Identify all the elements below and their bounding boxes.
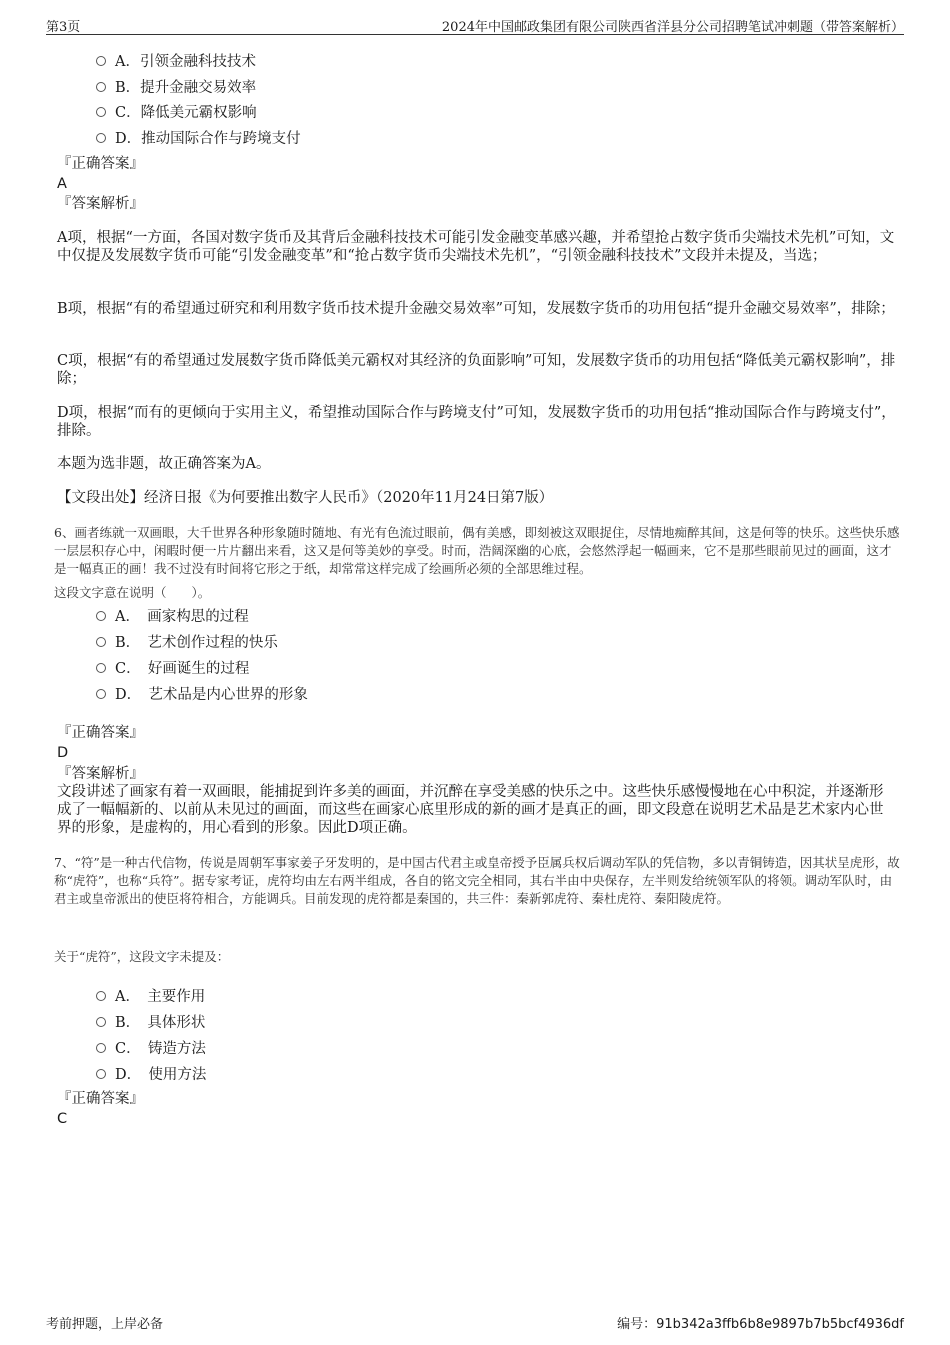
footer-slogan: 考前押题，上岸必备	[46, 1317, 164, 1332]
page-number: 第3页	[46, 20, 81, 35]
q5-analysis-label: 『答案解析』	[57, 196, 144, 212]
radio-icon[interactable]	[96, 1043, 106, 1053]
q6-option-b[interactable]: B． 艺术创作过程的快乐	[96, 631, 278, 652]
page-header	[46, 14, 904, 35]
q6-option-a[interactable]: A． 画家构思的过程	[96, 605, 249, 626]
q5-option-d[interactable]: D．推动国际合作与跨境支付	[96, 127, 301, 148]
q5-option-b[interactable]: B．提升金融交易效率	[96, 76, 256, 97]
q7-question: 关于“虎符”，这段文字未提及：	[54, 949, 230, 964]
q5-answer: A	[57, 176, 67, 192]
radio-icon[interactable]	[96, 611, 106, 621]
radio-icon[interactable]	[96, 56, 106, 66]
q6-option-d[interactable]: D． 艺术品是内心世界的形象	[96, 683, 308, 704]
radio-icon[interactable]	[96, 663, 106, 673]
q7-answer: C	[57, 1111, 68, 1127]
q6-stem: 6、画者练就一双画眼，大千世界各种形象随时随地、有光有色流过眼前，偶有美感，即刻被这双眼捉住，尽情地痴醉其间，这是何等的快乐。这些快乐感一层层积存心中，闲暇时便一片片翻出来看，这又是何等美妙的享受。时而，浩阔深幽的心底，会悠然浮起一幅画来，它不是那些眼前见过的画面，这才是一幅真正的画！我不过没有时间将它形之于纸，却常常这样完成了绘画所必须的全部思维过程。	[54, 525, 900, 576]
radio-icon[interactable]	[96, 107, 106, 117]
q5-answer-label: 『正确答案』	[57, 156, 144, 172]
q7-option-d[interactable]: D． 使用方法	[96, 1063, 206, 1084]
q6-analysis: 文段讲述了画家有着一双画眼，能捕捉到许多美的画面，并沉醉在享受美感的快乐之中。这些快乐感慢慢地在心中积淀，并逐渐形成了一幅幅新的、以前从未见过的画面，而这些在画家心底里形成的新的画才是真正的画，即文段意在说明艺术品是艺术家内心世界的形象，是虚构的，用心看到的形象。因此D项正确。	[57, 784, 884, 836]
radio-icon[interactable]	[96, 133, 106, 143]
q6-analysis-label: 『答案解析』	[57, 766, 144, 782]
radio-icon[interactable]	[96, 637, 106, 647]
q5-conclusion: 本题为选非题，故正确答案为A。	[57, 456, 271, 472]
q5-analysis-a: A项，根据“一方面，各国对数字货币及其背后金融科技技术可能引发金融变革感兴趣，并希望抢占数字货币尖端技术先机”可知，文中仅提及发展数字货币可能“引发金融变革”和“抢占数字货币尖端技术先机”，“引领金融科技技术”文段并未提及，当选；	[57, 230, 895, 264]
radio-icon[interactable]	[96, 1069, 106, 1079]
page-footer	[46, 1313, 904, 1331]
q7-option-b[interactable]: B． 具体形状	[96, 1011, 205, 1032]
radio-icon[interactable]	[96, 82, 106, 92]
q5-option-a[interactable]: A．引领金融科技技术	[96, 50, 256, 71]
q6-option-c[interactable]: C． 好画诞生的过程	[96, 657, 249, 678]
q5-analysis-b: B项，根据“有的希望通过研究和利用数字货币技术提升金融交易效率”可知，发展数字货币的功用包括“提升金融交易效率”，排除；	[57, 301, 895, 317]
q7-option-a[interactable]: A． 主要作用	[96, 985, 205, 1006]
q5-analysis-d: D项，根据“而有的更倾向于实用主义，希望推动国际合作与跨境支付”可知，发展数字货币的功用包括“推动国际合作与跨境支付”，排除。	[57, 405, 896, 439]
q6-question: 这段文字意在说明（ ）。	[54, 585, 211, 600]
q7-answer-label: 『正确答案』	[57, 1091, 144, 1107]
q5-source: 【文段出处】经济日报《为何要推出数字人民币》（2020年11月24日第7版）	[57, 490, 554, 506]
q7-option-c[interactable]: C． 铸造方法	[96, 1037, 206, 1058]
q7-stem: 7、“符”是一种古代信物，传说是周朝军事家姜子牙发明的，是中国古代君主或皇帝授予臣属兵权后调动军队的凭信物，多以青铜铸造，因其状呈虎形，故称“虎符”，也称“兵符”。据专家考证，虎符均由左右两半组成，各自的铭文完全相同，其右半由中央保存，左半则发给统领军队的将领。调动军队时，由君主或皇帝派出的使臣将符相合，方能调兵。目前发现的虎符都是秦国的，共三件：秦新郭虎符、秦杜虎符、秦阳陵虎符。	[54, 855, 900, 906]
radio-icon[interactable]	[96, 1017, 106, 1027]
document-code: 编号：91b342a3ffb6b8e9897b7b5bcf4936df	[617, 1317, 904, 1332]
q6-answer-label: 『正确答案』	[57, 725, 144, 741]
q6-answer: D	[57, 745, 69, 761]
radio-icon[interactable]	[96, 689, 106, 699]
q5-analysis-c: C项，根据“有的希望通过发展数字货币降低美元霸权对其经济的负面影响”可知，发展数字货币的功用包括“降低美元霸权影响”，排除；	[57, 353, 896, 387]
q5-option-c[interactable]: C．降低美元霸权影响	[96, 101, 257, 122]
radio-icon[interactable]	[96, 991, 106, 1001]
document-title: 2024年中国邮政集团有限公司陕西省洋县分公司招聘笔试冲刺题（带答案解析）	[441, 20, 904, 35]
